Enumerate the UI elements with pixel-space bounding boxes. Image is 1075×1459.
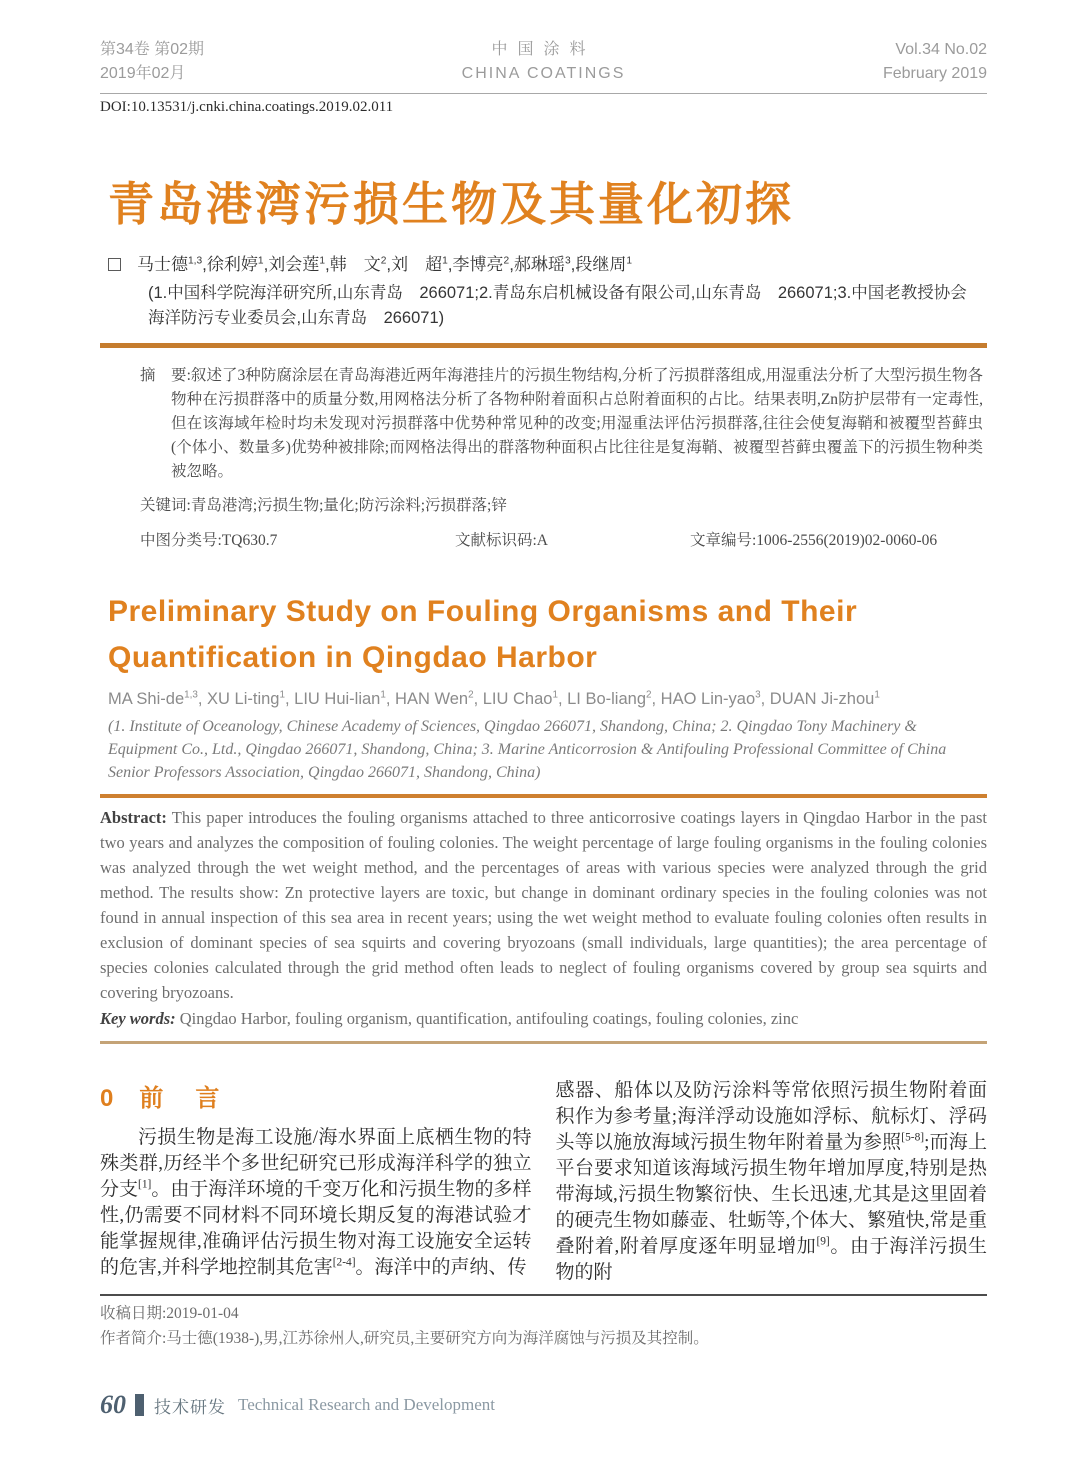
author-marker-square (108, 258, 121, 271)
body-columns (100, 1078, 987, 1286)
footer-bar-icon (135, 1394, 144, 1416)
keywords-cn-label: 关键词: (140, 497, 191, 514)
footnotes (100, 1301, 987, 1351)
abstract-cn-label: 摘 要: (140, 367, 191, 384)
section-heading (100, 1078, 532, 1113)
page-number: 60 (100, 1390, 126, 1419)
masthead-center (396, 38, 692, 86)
authors-en: MA Shi-de$^{1,3}$, XU Li-ting$^1$, LIU Hui-lian$^1$, HAN Wen$^2$, LIU Chao$^1$, LI Bo-liang$^2$, HAO Lin-yao$^3$, DUAN Ji-zhou$^1$ (108, 689, 880, 708)
footnote-received-date: 收稿日期:2019-01-04 (100, 1305, 239, 1322)
keywords-en-text: Qingdao Harbor, fouling organism, quantification, antifouling coatings, fouling colonies, zinc (175, 1009, 799, 1028)
doi-text: DOI:10.13531/j.cnki.china.coatings.2019.02.011 (100, 99, 394, 115)
abstract-cn (140, 364, 983, 484)
document-code: 文献标识码:A (455, 532, 549, 549)
masthead-divider (100, 93, 987, 94)
article-title-en-line2: Quantification in Qingdao Harbor (108, 641, 598, 674)
article-title-en-line1: Preliminary Study on Fouling Organisms and Their (108, 595, 858, 628)
section-number: 0 (100, 1085, 114, 1112)
masthead-volume-en: Vol.34 No.02 (895, 41, 988, 58)
masthead-left (100, 38, 396, 86)
abstract-en-text: This paper introduces the fouling organisms attached to three anticorrosive coatings layers in Qingdao Harbor in the past two years and analyzes the composition of fouling colonies. The weight percentage of large fouling organisms in the fouling colonies was analyzed through the wet weight method, and the percentages of areas with various species were analyzed through the grid method. The results show: Zn protective layers are toxic, but change in dominant ordinary species in the fouling colonies was not found in annual inspection of this sea area in recent years; using the wet weight method to evaluate fouling colonies often results in exclusion of dominant species of sea squirts and covering bryozoans (small individuals, large quantities); the area percentage of species colonies calculated through the grid method often leads to neglect of fouling organisms covered by group sea squirts and covering bryozoans. (100, 808, 987, 1002)
footnote-author-bio: 作者简介:马士德(1938-),男,江苏徐州人,研究员,主要研究方向为海洋腐蚀与污损及其控制。 (100, 1330, 709, 1347)
body-column-right (556, 1078, 988, 1286)
keywords-en-label: Key words: (100, 1009, 176, 1028)
masthead-right (691, 38, 987, 86)
classification-row (140, 529, 983, 553)
affiliations-en: (1. Institute of Oceanology, Chinese Academy of Sciences, Qingdao 266071, Shandong, China; 2. Qingdao Tony Machinery & Equipment Co., Ltd., Qingdao 266071, Shandong, China; 3. Marine Anticorrosion & Antifouling Professional Committee of China Senior Professors Association, Qingdao 266071, Shandong, China) (108, 718, 947, 781)
body-paragraph-right: 感器、船体以及防污涂料等常依照污损生物附着面积作为参考量;海洋浮动设施如浮标、航标灯、浮码头等以施放海域污损生物年附着量为参照[5-8];而海上平台要求知道该海域污损生物年增加厚度,特别是热带海域,污损生物繁衍快、生长迅速,尤其是这里固着的硬壳生物如藤壶、牡蛎等,个体大、繁殖快,常是重叠附着,附着厚度逐年明显增加[9]。由于海洋污损生物的附 (555, 1080, 987, 1283)
article-title-en (108, 589, 987, 681)
masthead-date-en: February 2019 (882, 65, 988, 82)
authors-cn (108, 250, 987, 275)
affiliations-cn: (1.中国科学院海洋研究所,山东青岛 266071;2.青岛东启机械设备有限公司,山东青岛 266071;3.中国老教授协会海洋防污专业委员会,山东青岛 266071) (148, 284, 967, 327)
abstract-en (100, 805, 987, 1005)
keywords-cn (140, 494, 983, 518)
section-title: 前 言 (139, 1085, 224, 1112)
footnote-divider (100, 1294, 987, 1296)
article-number: 文章编号:1006-2556(2019)02-0060-06 (690, 532, 938, 549)
clc-number: 中图分类号:TQ630.7 (140, 532, 278, 549)
abstract-cn-text: 叙述了3种防腐涂层在青岛海港近两年海港挂片的污损生物结构,分析了污损群落组成,用湿重法分析了大型污损生物各物种在污损群落中的质量分数,用网格法分析了各物种附着面积占总附着面积的占比。结果表明,Zn防护层带有一定毒性,但在该海域年检时均未发现对污损群落中优势种常见种的改变;用湿重法评估污损群落,往往会使复海鞘和被覆型苔藓虫(个体小、数量多)优势种被排除;而网格法得出的群落物种面积占比往往是复海鞘、被覆型苔藓虫覆盖下的污损生物种类被忽略。 (171, 367, 983, 480)
article-title-cn: 青岛港湾污损生物及其量化初探 (108, 178, 794, 230)
masthead-journal-title-cn: 中国涂料 (491, 41, 596, 58)
page-footer (100, 1390, 495, 1420)
rule-tan (100, 1041, 987, 1044)
keywords-cn-text: 青岛港湾;污损生物;量化;防污涂料;污损群落;锌 (190, 497, 507, 514)
masthead-date-cn: 2019年02月 (100, 65, 186, 82)
footer-section-en: Technical Research and Development (238, 1395, 496, 1414)
body-column-left (100, 1078, 532, 1286)
keywords-en (100, 1006, 987, 1031)
footer-section-cn: 技术研发 (154, 1397, 226, 1417)
authors-cn-names: 马士德$^{1,3}$,徐利婷$^1$,刘会莲$^1$,韩 文$^2$,刘 超$^1$,李博亮$^2$,郝琳瑶$^3$,段继周$^1$ (137, 255, 633, 274)
masthead-volume-cn: 第34卷 第02期 (100, 41, 205, 58)
abstract-en-label: Abstract: (100, 808, 167, 827)
rule-orange-top (100, 343, 987, 348)
rule-orange-mid (100, 794, 987, 798)
masthead (100, 38, 987, 86)
masthead-journal-title-en: CHINA COATINGS (461, 65, 626, 82)
body-paragraph-left: 污损生物是海工设施/海水界面上底栖生物的特殊类群,历经半个多世纪研究已形成海洋科学的独立分支[1]。由于海洋环境的千变万化和污损生物的多样性,仍需要不同材料不同环境长期反复的海港试验才能掌握规律,准确评估污损生物对海工设施安全运转的危害,并科学地控制其危害[2-4]。海洋中的声纳、传 (100, 1127, 532, 1278)
